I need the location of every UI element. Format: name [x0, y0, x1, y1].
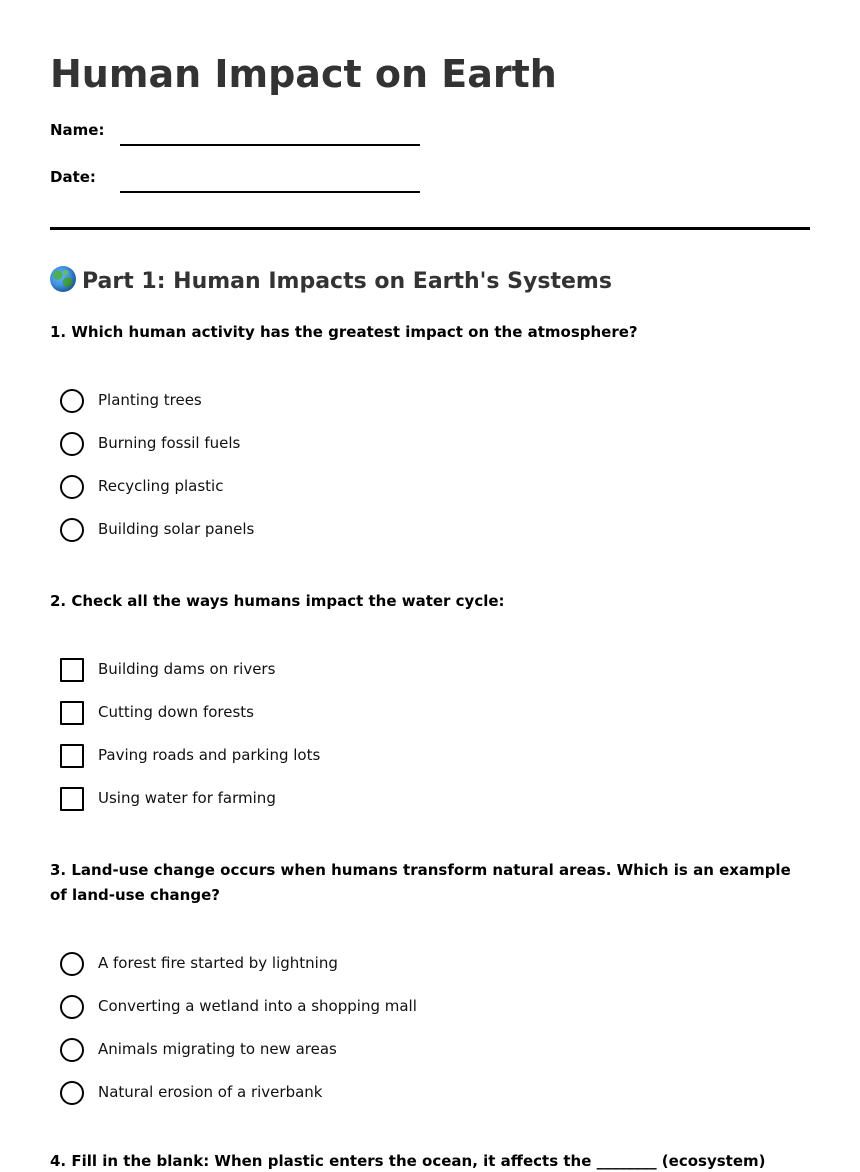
q1-option-3[interactable] [60, 474, 660, 500]
page-title: Human Impact on Earth [50, 52, 557, 96]
part1-title [50, 266, 612, 298]
date-field-row [50, 167, 470, 195]
option-label: Building solar panels [98, 520, 255, 538]
question-2: 2. Check all the ways humans impact the water cycle: [50, 592, 505, 610]
checkbox[interactable] [60, 658, 84, 682]
radio-button[interactable] [60, 518, 84, 542]
name-label: Name: [50, 121, 105, 139]
q2-option-4[interactable] [60, 786, 660, 812]
q2-option-3[interactable] [60, 743, 660, 769]
radio-button[interactable] [60, 952, 84, 976]
option-label: Building dams on rivers [98, 660, 276, 678]
option-label: Cutting down forests [98, 703, 254, 721]
checkbox[interactable] [60, 744, 84, 768]
name-input[interactable] [120, 124, 420, 146]
option-label: Burning fossil fuels [98, 434, 241, 452]
name-field-row [50, 120, 470, 148]
globe-icon [50, 266, 76, 292]
question-4-partial: 4. Fill in the blank: When plastic enters the ocean, it affects the ________ (ecosystem) [50, 1152, 766, 1170]
date-label: Date: [50, 168, 96, 186]
option-label: Animals migrating to new areas [98, 1040, 337, 1058]
header-divider [50, 227, 810, 230]
radio-button[interactable] [60, 475, 84, 499]
option-label: A forest fire started by lightning [98, 954, 338, 972]
q3-option-2[interactable] [60, 994, 660, 1020]
q3-option-3[interactable] [60, 1037, 660, 1063]
checkbox[interactable] [60, 787, 84, 811]
radio-button[interactable] [60, 432, 84, 456]
q1-option-1[interactable] [60, 388, 660, 414]
q1-option-2[interactable] [60, 431, 660, 457]
q1-option-4[interactable] [60, 517, 660, 543]
q3-option-1[interactable] [60, 951, 660, 977]
checkbox[interactable] [60, 701, 84, 725]
radio-button[interactable] [60, 1081, 84, 1105]
option-label: Using water for farming [98, 789, 276, 807]
q2-option-1[interactable] [60, 657, 660, 683]
date-input[interactable] [120, 171, 420, 193]
question-3: 3. Land-use change occurs when humans transform natural areas. Which is an example of land-use change? [50, 861, 791, 904]
radio-button[interactable] [60, 389, 84, 413]
q3-option-4[interactable] [60, 1080, 660, 1106]
option-label: Paving roads and parking lots [98, 746, 321, 764]
part1-title-text: Part 1: Human Impacts on Earth's Systems [82, 269, 612, 294]
radio-button[interactable] [60, 1038, 84, 1062]
option-label: Recycling plastic [98, 477, 224, 495]
radio-button[interactable] [60, 995, 84, 1019]
option-label: Converting a wetland into a shopping mall [98, 997, 417, 1015]
option-label: Natural erosion of a riverbank [98, 1083, 323, 1101]
q2-option-2[interactable] [60, 700, 660, 726]
option-label: Planting trees [98, 391, 202, 409]
question-1: 1. Which human activity has the greatest impact on the atmosphere? [50, 323, 638, 341]
